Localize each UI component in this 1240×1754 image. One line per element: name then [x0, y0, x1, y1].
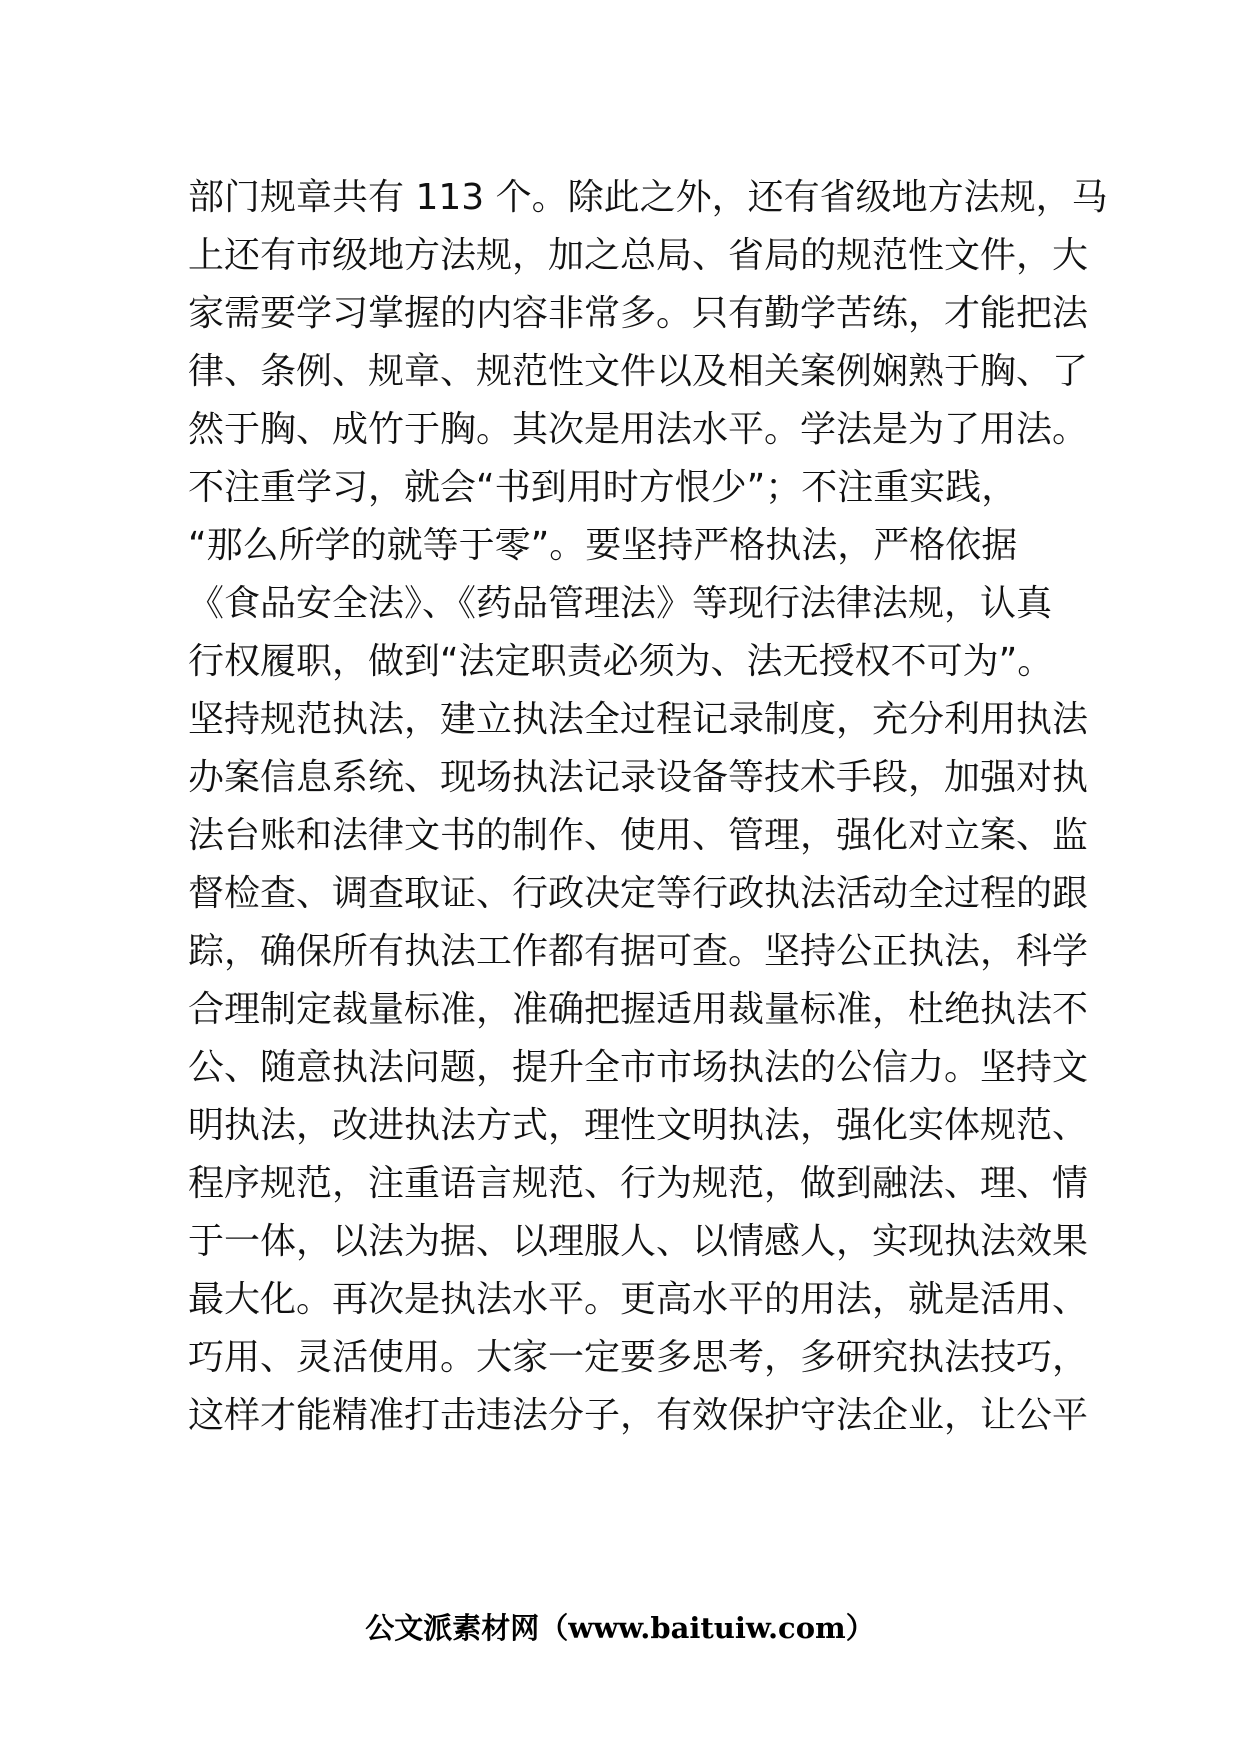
text-line: 律、条例、规章、规范性文件以及相关案例娴熟于胸、了	[188, 351, 1089, 392]
text-line: 坚持规范执法，建立执法全过程记录制度，充分利用执法	[188, 699, 1089, 740]
text-line: 然于胸、成竹于胸。其次是用法水平。学法是为了用法。	[188, 409, 1089, 450]
text-line: 部门规章共有 113 个。除此之外，还有省级地方法规，马	[188, 177, 1108, 218]
text-line: 督检查、调查取证、行政决定等行政执法活动全过程的跟	[188, 873, 1089, 914]
text-line: “那么所学的就等于零”。要坚持严格执法，严格依据	[188, 525, 1018, 566]
text-line: 公、随意执法问题，提升全市市场执法的公信力。坚持文	[188, 1047, 1089, 1088]
text-line: 最大化。再次是执法水平。更高水平的用法，就是活用、	[188, 1279, 1089, 1320]
text-line: 这样才能精准打击违法分子，有效保护守法企业，让公平	[188, 1395, 1089, 1436]
text-line: 明执法，改进执法方式，理性文明执法，强化实体规范、	[188, 1105, 1089, 1146]
text-line: 巧用、灵活使用。大家一定要多思考，多研究执法技巧，	[188, 1337, 1089, 1378]
text-line: 不注重学习，就会“书到用时方恨少”；不注重实践，	[188, 467, 1018, 508]
text-line: 办案信息系统、现场执法记录设备等技术手段，加强对执	[188, 757, 1089, 798]
text-line: 上还有市级地方法规，加之总局、省局的规范性文件，大	[188, 235, 1089, 276]
footer-watermark: 公文派素材网（www.baituiw.com）	[365, 1611, 875, 1645]
text-line: 程序规范，注重语言规范、行为规范，做到融法、理、情	[188, 1163, 1089, 1204]
text-line: 踪，确保所有执法工作都有据可查。坚持公正执法，科学	[188, 931, 1089, 972]
text-line: 合理制定裁量标准，准确把握适用裁量标准，杜绝执法不	[188, 989, 1089, 1030]
text-line: 行权履职，做到“法定职责必须为、法无授权不可为”。	[188, 641, 1054, 682]
text-line: 于一体，以法为据、以理服人、以情感人，实现执法效果	[188, 1221, 1089, 1262]
text-line: 家需要学习掌握的内容非常多。只有勤学苦练，才能把法	[188, 293, 1089, 334]
text-line: 《食品安全法》、《药品管理法》等现行法律法规，认真	[188, 583, 1053, 624]
text-line: 法台账和法律文书的制作、使用、管理，强化对立案、监	[188, 815, 1089, 856]
